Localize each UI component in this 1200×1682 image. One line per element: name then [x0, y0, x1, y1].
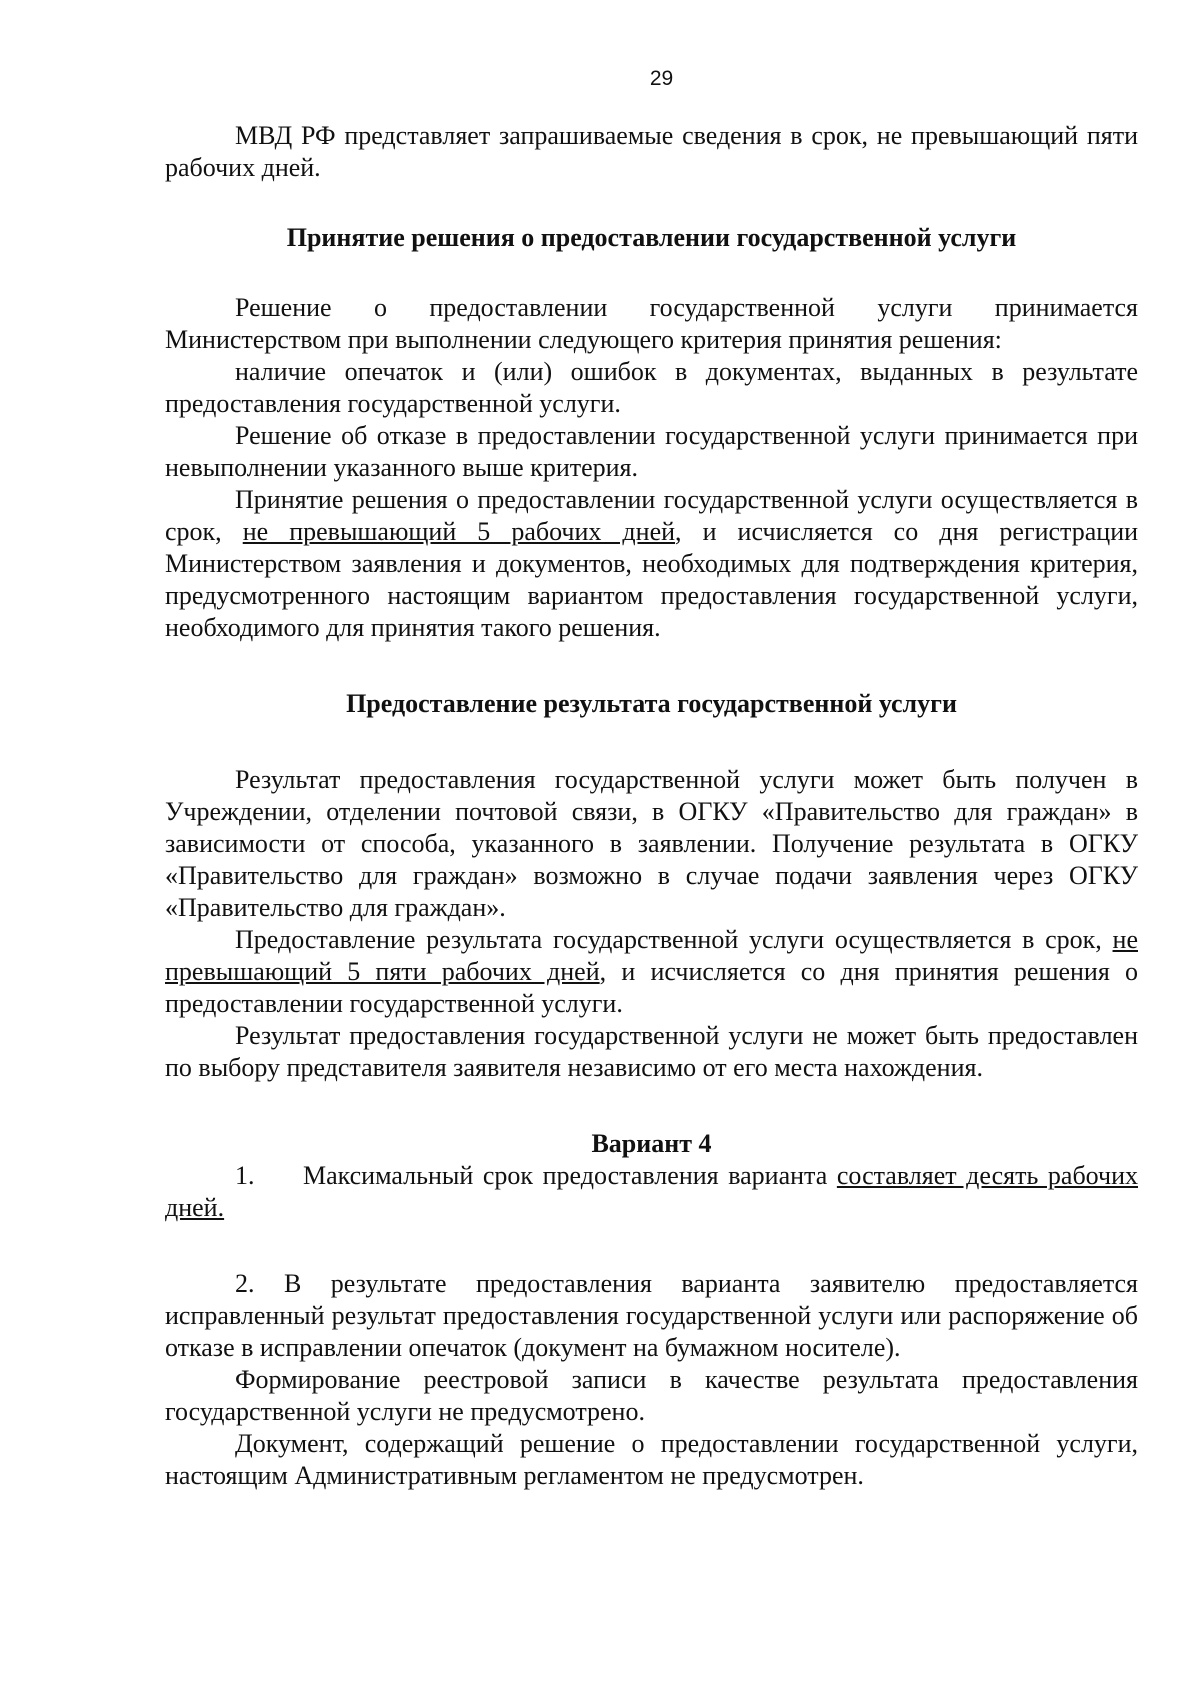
spacer: [165, 644, 1138, 688]
underlined-term: составляет десять рабочих дней.: [165, 1161, 1138, 1222]
paragraph-registry-record: Формирование реестровой записи в качестве результата предоставления государственной услуги не предусмотрено.: [165, 1365, 1138, 1426]
paragraph-result-places: Результат предоставления государственной услуги может быть получен в Учреждении, отделении почтовой связи, в ОГКУ «Правительство для граждан» в зависимости от способа, указанного в заявлении. Получение результата в ОГКУ «Правительство для граждан» возможно в случае подачи заявления через ОГКУ «Правительство для граждан».: [165, 765, 1138, 922]
variant-item-2: 2. В результате предоставления варианта заявителю предоставляется исправленный результат предоставления государственной услуги или распоряжение об отказе в исправлении опечаток (документ на бумажном носителе).: [165, 1269, 1138, 1362]
text-span: Максимальный срок предоставления варианта: [303, 1161, 837, 1190]
spacer: [165, 184, 1138, 222]
paragraph-refusal: Решение об отказе в предоставлении государственной услуги принимается при невыполнении указанного выше критерия.: [165, 421, 1138, 482]
item-number: 1.: [235, 1161, 255, 1190]
intro-paragraph: МВД РФ представляет запрашиваемые сведения в срок, не превышающий пяти рабочих дней.: [165, 121, 1138, 182]
section-heading-decision: Принятие решения о предоставлении государственной услуги: [286, 223, 1017, 252]
section-heading-result: Предоставление результата государственной услуги: [346, 689, 957, 718]
underlined-term: не превышающий 5 пяти рабочих дней: [165, 925, 1138, 986]
spacer: [165, 254, 1138, 292]
page-number: 29: [649, 67, 674, 90]
paragraph-decision-document: Документ, содержащий решение о предоставлении государственной услуги, настоящим Административным регламентом не предусмотрен.: [165, 1429, 1138, 1490]
text-span: Принятие решения о предоставлении государственной услуги осуществляется в срок,: [165, 485, 1138, 546]
variant-item-1: [165, 1160, 1138, 1224]
text-span: , и исчисляется со дня регистрации Министерством заявления и документов, необходимых для подтверждения критерия, предусмотренного настоящим вариантом предоставления государственной услуги, необходимого для принятия такого решения.: [165, 517, 1139, 642]
paragraph-result-extraterritorial: Результат предоставления государственной услуги не может быть предоставлен по выбору представителя заявителя независимо от его места нахождения.: [165, 1021, 1138, 1082]
paragraph-result-term: [165, 924, 1138, 1020]
text-span: , и исчисляется со дня принятия решения о предоставлении государственной услуги.: [165, 957, 1138, 1018]
underlined-term: не превышающий 5 рабочих дней: [242, 517, 676, 546]
text-span: Предоставление результата государственной услуги осуществляется в срок,: [235, 925, 1113, 954]
paragraph-decision-criteria: Решение о предоставлении государственной услуги принимается Министерством при выполнении следующего критерия принятия решения:: [165, 293, 1138, 354]
spacer: [165, 720, 1138, 764]
paragraph-decision-term: [165, 484, 1138, 644]
spacer: [165, 1084, 1138, 1128]
paragraph-criterion: наличие опечаток и (или) ошибок в документах, выданных в результате предоставления государственной услуги.: [165, 357, 1138, 418]
section-heading-variant: Вариант 4: [591, 1129, 712, 1158]
spacer: [165, 1224, 1138, 1268]
